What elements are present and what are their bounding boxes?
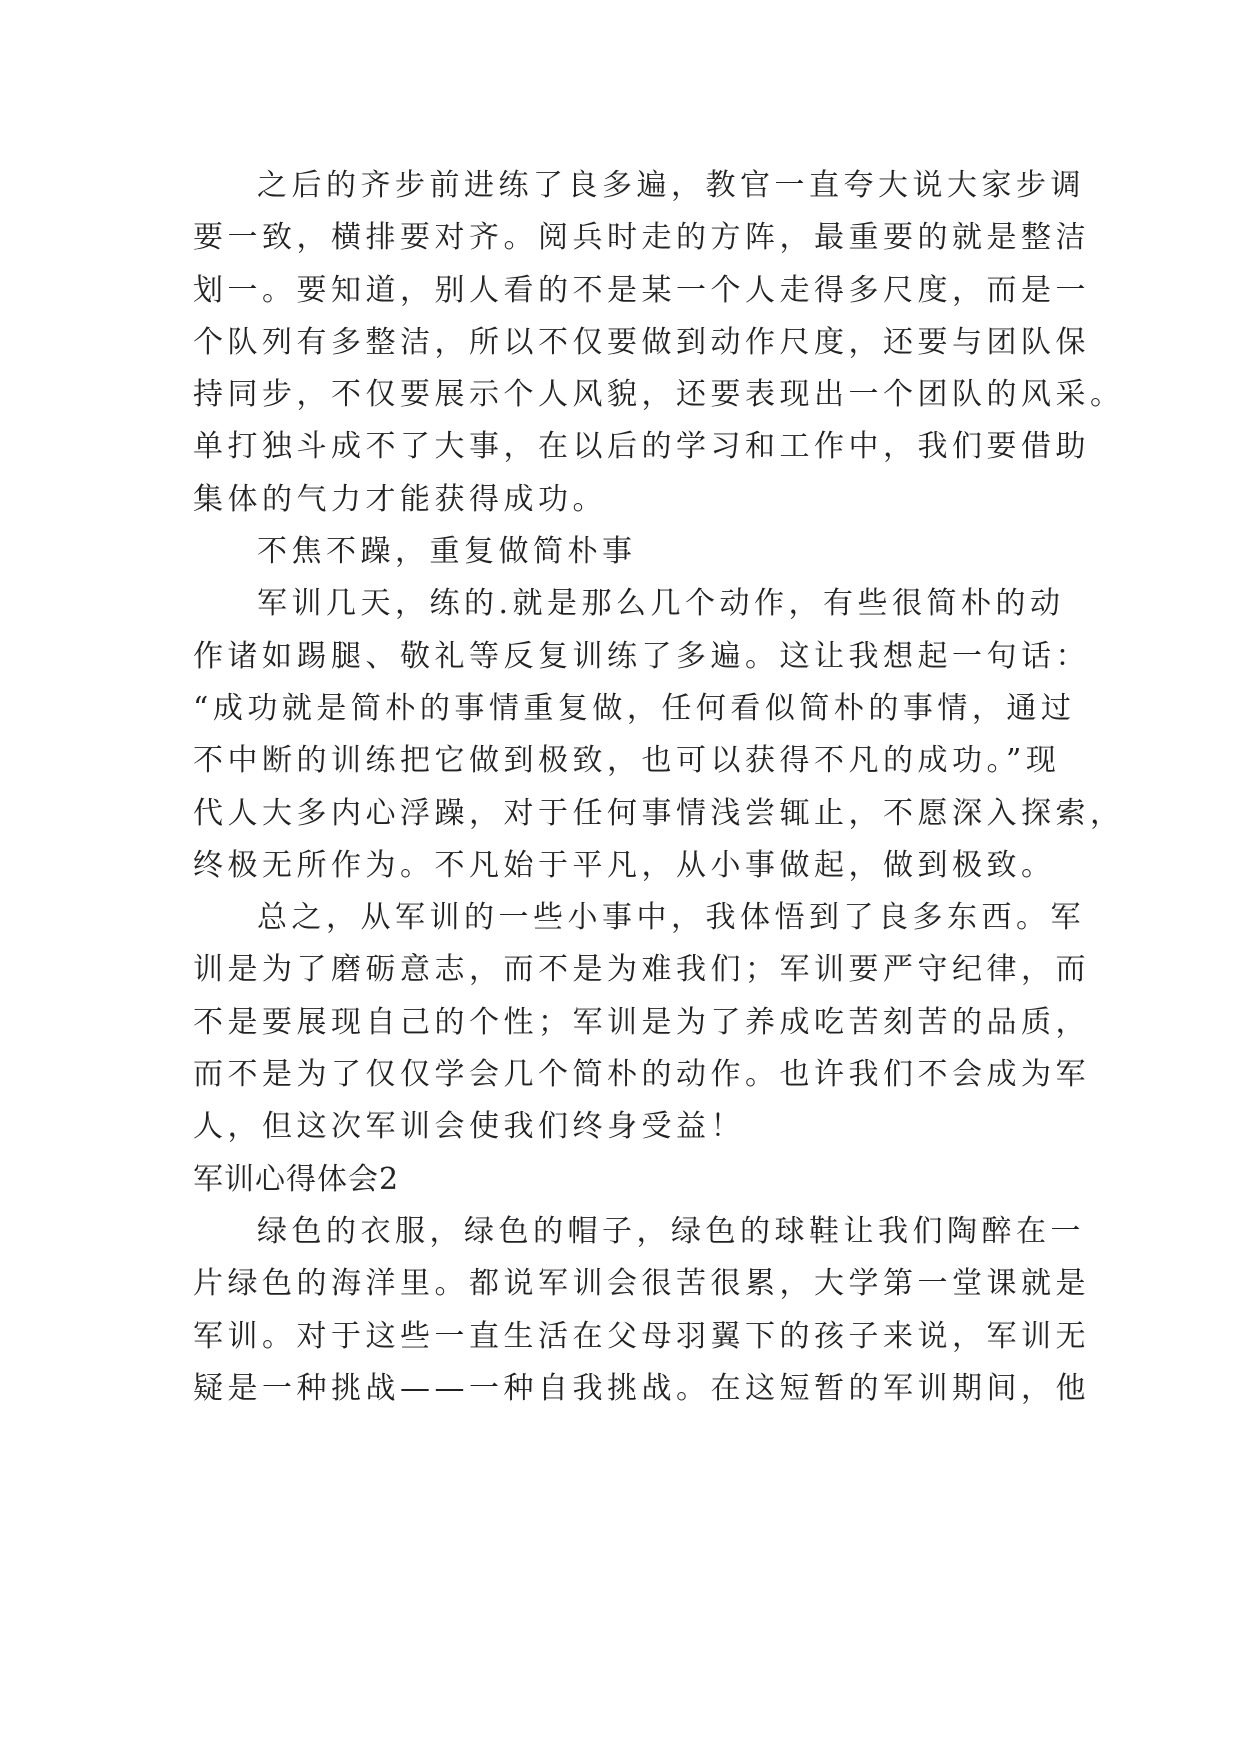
text-line: 要一致，横排要对齐。阅兵时走的方阵，最重要的就是整洁 xyxy=(193,220,1090,256)
text-line: 终极无所作为。不凡始于平凡，从小事做起，做到极致。 xyxy=(193,847,1056,883)
text-line: 军训。对于这些一直生活在父母羽翼下的孩子来说，军训无 xyxy=(193,1318,1090,1354)
text-line: 片绿色的海洋里。都说军训会很苦很累，大学第一堂课就是 xyxy=(193,1266,1090,1302)
text-line: 划一。要知道，别人看的不是某一个人走得多尺度，而是一 xyxy=(193,272,1090,308)
text-line: 而不是为了仅仅学会几个简朴的动作。也许我们不会成为军 xyxy=(193,1057,1090,1093)
document-body xyxy=(193,160,1125,1415)
text-line: 单打独斗成不了大事，在以后的学习和工作中，我们要借助 xyxy=(193,429,1090,465)
section-subheading: 不焦不躁，重复做简朴事 xyxy=(257,534,637,570)
text-line: 集体的气力才能获得成功。 xyxy=(193,481,607,517)
text-line: 训是为了磨砺意志，而不是为难我们；军训要严守纪律，而 xyxy=(193,952,1090,988)
text-line: 绿色的衣服，绿色的帽子，绿色的球鞋让我们陶醉在一 xyxy=(257,1213,1085,1249)
section-title: 军训心得体会2 xyxy=(193,1161,400,1197)
text-line: 之后的齐步前进练了良多遍，教官一直夸大说大家步调 xyxy=(257,168,1085,203)
text-line: “成功就是简朴的事情重复做，任何看似简朴的事情，通过 xyxy=(193,690,1076,726)
text-line: 代人大多内心浮躁，对于任何事情浅尝辄止，不愿深入探索， xyxy=(193,795,1125,831)
text-line: 个队列有多整洁，所以不仅要做到动作尺度，还要与团队保 xyxy=(193,324,1090,360)
text-line: 不是要展现自己的个性；军训是为了养成吃苦刻苦的品质， xyxy=(193,1004,1090,1040)
text-line: 不中断的训练把它做到极致，也可以获得不凡的成功。”现 xyxy=(193,743,1061,779)
text-line: 疑是一种挑战——一种自我挑战。在这短暂的军训期间，他 xyxy=(193,1370,1090,1406)
text-line: 总之，从军训的一些小事中，我体悟到了良多东西。军 xyxy=(257,900,1085,936)
text-line: 作诸如踢腿、敬礼等反复训练了多遍。这让我想起一句话： xyxy=(193,638,1090,674)
text-line: 军训几天，练的.就是那么几个动作，有些很简朴的动 xyxy=(257,586,1065,622)
text-line: 持同步，不仅要展示个人风貌，还要表现出一个团队的风采。 xyxy=(193,377,1125,413)
text-line: 人，但这次军训会使我们终身受益！ xyxy=(193,1109,745,1145)
